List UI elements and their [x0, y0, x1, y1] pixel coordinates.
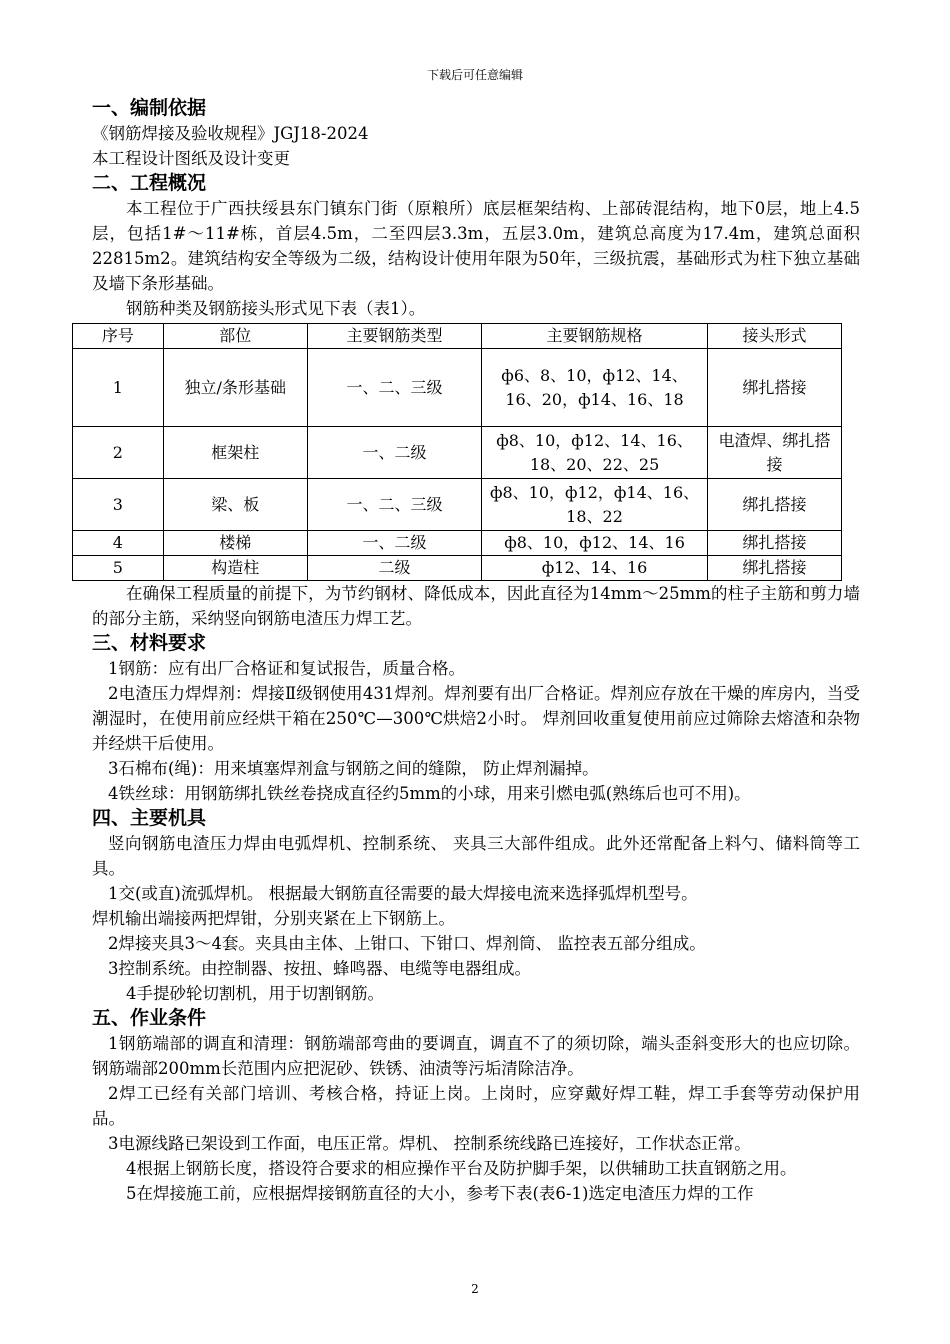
section-5-title: 五、作业条件 [92, 1007, 207, 1029]
material-item-4: 4铁丝球：用钢筋绑扎铁丝卷挠成直径约5mm的小球，用来引燃电弧(熟练后也可不用)。 [108, 784, 751, 803]
table-cell: ф8、10，ф12，ф14、16、18、22 [482, 479, 708, 531]
table-header-cell: 主要钢筋规格 [482, 324, 708, 349]
table-cell: 电渣焊、绑扎搭接 [707, 427, 841, 479]
equipment-item-1: 1交(或直)流弧焊机。 根据最大钢筋直径需要的最大焊接电流来选择弧焊机型号。 [108, 884, 698, 903]
table-cell: 二级 [307, 556, 481, 581]
equipment-item-2: 2焊接夹具3～4套。夹具由主体、上钳口、下钳口、焊剂筒、 监控表五部分组成。 [108, 934, 706, 953]
table-cell: 绑扎搭接 [707, 479, 841, 531]
equipment-item-1-cont: 焊机输出端接两把焊钳，分别夹紧在上下钢筋上。 [92, 909, 455, 928]
table-cell: ф12、14、16 [482, 556, 708, 581]
table-cell: 3 [73, 479, 164, 531]
table-row [73, 427, 842, 479]
table-header-row [73, 324, 842, 349]
section-4-title: 四、主要机具 [92, 807, 207, 829]
section-3-title: 三、材料要求 [92, 632, 207, 654]
table-cell: 构造柱 [163, 556, 307, 581]
table-cell: 绑扎搭接 [707, 556, 841, 581]
page-number: 2 [471, 1282, 479, 1296]
rebar-spec-table [72, 323, 842, 581]
page-header: 下载后可任意编辑 [426, 68, 523, 82]
welding-process-paragraph: 在确保工程质量的前提下，为节约钢材、降低成本，因此直径为14mm～25mm的柱子主筋和剪力墙的部分主筋，采纳竖向钢筋电渣压力焊工艺。 [92, 584, 860, 628]
table-row [73, 556, 842, 581]
condition-item-2: 2焊工已经有关部门培训、考核合格，持证上岗。上岗时，应穿戴好焊工鞋，焊工手套等劳动保护用品。 [92, 1084, 860, 1128]
table-cell: 楼梯 [163, 531, 307, 556]
table-cell: 一、二级 [307, 427, 481, 479]
table-header-cell: 主要钢筋类型 [307, 324, 481, 349]
table-cell: 绑扎搭接 [707, 531, 841, 556]
section-1-title: 一、编制依据 [92, 97, 207, 119]
table-cell: 5 [73, 556, 164, 581]
table-cell: ф8、10，ф12、14、16、18、20、22、25 [482, 427, 708, 479]
condition-item-4: 4根据上钢筋长度，搭设符合要求的相应操作平台及防护脚手架，以供辅助工扶直钢筋之用。 [126, 1159, 797, 1178]
table-cell: 4 [73, 531, 164, 556]
document-body [92, 96, 860, 1206]
table-cell: 独立/条形基础 [163, 349, 307, 427]
table-row [73, 349, 842, 427]
condition-item-5: 5在焊接施工前，应根据焊接钢筋直径的大小，参考下表(表6-1)选定电渣压力焊的工作 [126, 1184, 754, 1203]
table-row [73, 479, 842, 531]
table-header-cell: 接头形式 [707, 324, 841, 349]
equipment-item-4: 4手提砂轮切割机，用于切割钢筋。 [126, 984, 384, 1003]
table-cell: 1 [73, 349, 164, 427]
table-header-cell: 序号 [73, 324, 164, 349]
table-cell: 2 [73, 427, 164, 479]
section-2-title: 二、工程概况 [92, 172, 207, 194]
table-cell: ф8、10，ф12、14、16 [482, 531, 708, 556]
equipment-item-3: 3控制系统。由控制器、按扭、蜂鸣器、电缆等电器组成。 [108, 959, 531, 978]
reference-line-1: 《钢筋焊接及验收规程》JGJ18-2024 [92, 124, 369, 143]
table-intro: 钢筋种类及钢筋接头形式见下表（表1）。 [126, 299, 426, 318]
condition-item-3: 3电源线路已架设到工作面，电压正常。焊机、 控制系统线路已连接好，工作状态正常。 [108, 1134, 751, 1153]
table-header-cell: 部位 [163, 324, 307, 349]
table-cell: ф6、8、10，ф12、14、16、20，ф14、16、18 [482, 349, 708, 427]
table-cell: 绑扎搭接 [707, 349, 841, 427]
material-item-3: 3石棉布(绳)：用来填塞焊剂盒与钢筋之间的缝隙， 防止焊剂漏掉。 [108, 759, 599, 778]
table-cell: 梁、板 [163, 479, 307, 531]
equipment-intro: 竖向钢筋电渣压力焊由电弧焊机、控制系统、 夹具三大部件组成。此外还常配备上料勺、储料筒等工具。 [92, 834, 860, 878]
material-item-2: 2电渣压力焊焊剂：焊接Ⅱ级钢使用431焊剂。焊剂要有出厂合格证。焊剂应存放在干燥的库房内，当受潮湿时，在使用前应经烘干箱在250℃—300℃烘焙2小时。 焊剂回收重复使用前应过筛除去熔渣和杂物并经烘干后使用。 [92, 684, 860, 753]
table-cell: 一、二、三级 [307, 479, 481, 531]
material-item-1: 1钢筋：应有出厂合格证和复试报告，质量合格。 [108, 659, 465, 678]
table-cell: 一、二级 [307, 531, 481, 556]
overview-paragraph: 本工程位于广西扶绥县东门镇东门街（原粮所）底层框架结构、上部砖混结构，地下0层，地上4.5层，包括1#～11#栋，首层4.5m，二至四层3.3m，五层3.0m，建筑总高度为17.4m，建筑总面积22815m2。建筑结构安全等级为二级，结构设计使用年限为50年，三级抗震，基础形式为柱下独立基础及墙下条形基础。 [92, 199, 860, 293]
condition-item-1: 1钢筋端部的调直和清理：钢筋端部弯曲的要调直，调直不了的须切除，端头歪斜变形大的也应切除。钢筋端部200mm长范围内应把泥砂、铁锈、油渍等污垢清除洁净。 [92, 1034, 860, 1078]
reference-line-2: 本工程设计图纸及设计变更 [92, 149, 290, 168]
table-cell: 一、二、三级 [307, 349, 481, 427]
table-cell: 框架柱 [163, 427, 307, 479]
table-row [73, 531, 842, 556]
